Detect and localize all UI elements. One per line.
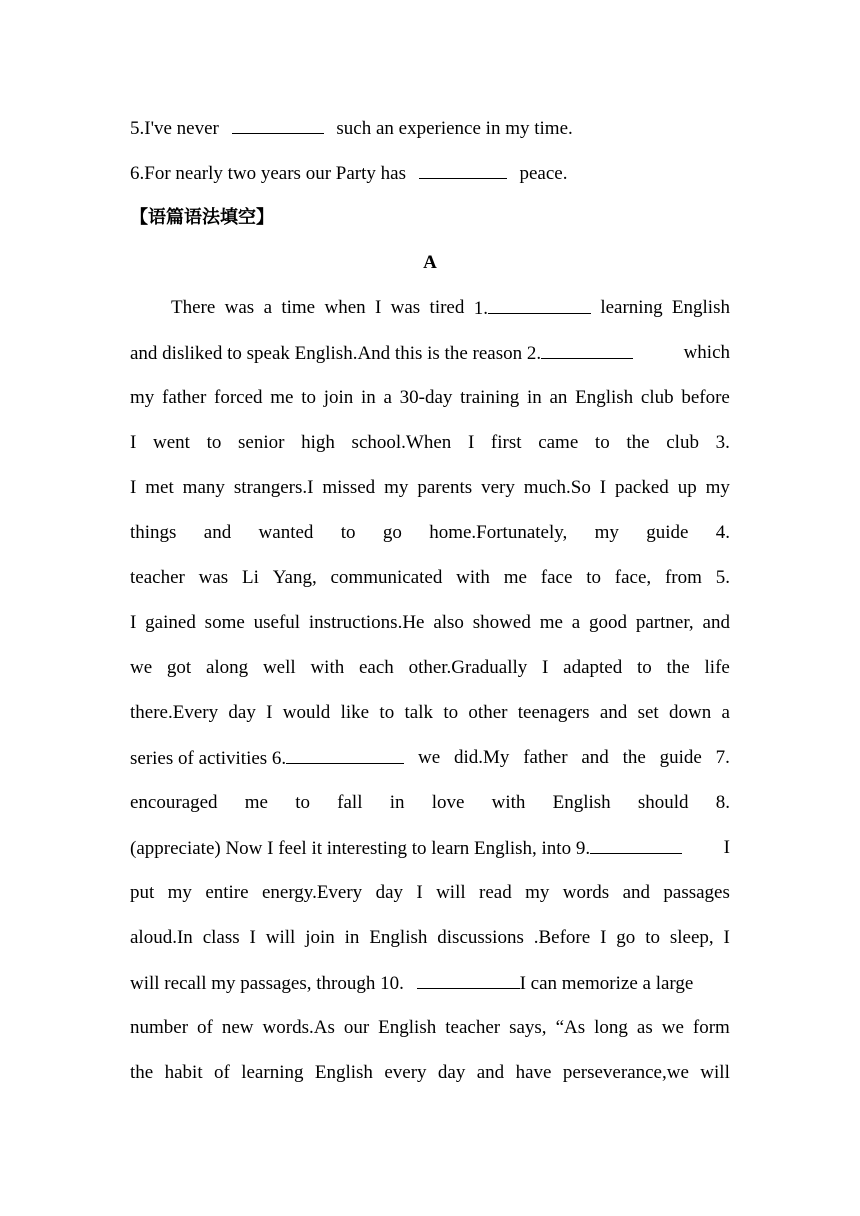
- word: my: [525, 882, 550, 903]
- word: to: [379, 702, 395, 723]
- blank-2[interactable]: [541, 341, 633, 359]
- word: to: [301, 387, 316, 408]
- blank-1-group: [474, 296, 591, 321]
- word: went: [152, 432, 190, 453]
- q5-text-before: 5.I've never: [130, 118, 219, 139]
- word: 30-day: [399, 387, 453, 408]
- word: as: [636, 1017, 653, 1038]
- word: I: [600, 927, 607, 948]
- word: put: [130, 882, 155, 903]
- passage-line: [130, 431, 730, 455]
- word: missed: [322, 477, 376, 498]
- word: like: [340, 702, 370, 723]
- word: my: [167, 882, 192, 903]
- word: English: [552, 792, 611, 813]
- passage-label: A: [423, 252, 437, 273]
- word: to: [636, 657, 652, 678]
- word: I: [374, 297, 382, 318]
- word: before: [681, 387, 730, 408]
- word: English: [369, 927, 428, 948]
- word: .Before: [533, 927, 591, 948]
- word: guide: [659, 747, 702, 768]
- word: in: [526, 387, 542, 408]
- word: up: [677, 477, 697, 498]
- word: I: [266, 702, 273, 723]
- word: day: [437, 1062, 466, 1083]
- word: me: [539, 612, 563, 633]
- word: to: [206, 432, 222, 453]
- word: and: [203, 522, 232, 543]
- word: form: [692, 1017, 730, 1038]
- word: was: [198, 567, 229, 588]
- word: I: [416, 882, 423, 903]
- word: did.My: [453, 747, 510, 768]
- word: we: [661, 1017, 684, 1038]
- passage-line: [130, 386, 730, 410]
- word: the: [130, 1062, 154, 1083]
- word: very: [481, 477, 515, 498]
- passage-line: [130, 881, 730, 905]
- word: teacher: [130, 567, 185, 588]
- word: the: [622, 747, 646, 768]
- word: English: [378, 1017, 437, 1038]
- word: I: [130, 432, 137, 453]
- word: we: [130, 657, 153, 678]
- passage-line: [130, 611, 730, 635]
- word: will: [436, 882, 466, 903]
- word: some: [204, 612, 245, 633]
- word: parents: [417, 477, 473, 498]
- word: an: [549, 387, 568, 408]
- word: me: [503, 567, 527, 588]
- word: series of activities 6.: [130, 748, 287, 769]
- word: which: [683, 342, 730, 363]
- passage-line: [130, 1061, 730, 1085]
- word: of: [197, 1017, 213, 1038]
- word: was: [390, 297, 421, 318]
- section-heading: 【语篇语法填空】: [130, 207, 274, 228]
- word: there.Every: [130, 702, 219, 723]
- word: fall: [337, 792, 363, 813]
- word: my: [384, 477, 409, 498]
- word: learning: [600, 297, 663, 318]
- word: to: [295, 792, 310, 813]
- word: my: [594, 522, 619, 543]
- word: words.As: [262, 1017, 335, 1038]
- word: strangers.I: [233, 477, 314, 498]
- word: class: [202, 927, 240, 948]
- word: go: [616, 927, 636, 948]
- word: tired: [429, 297, 465, 318]
- passage-line: [171, 296, 730, 321]
- word: aloud.In: [130, 927, 193, 948]
- word: in: [361, 387, 376, 408]
- word: partner,: [635, 612, 694, 633]
- q5-blank[interactable]: [232, 116, 324, 134]
- word: will: [700, 1062, 730, 1083]
- word: words: [562, 882, 610, 903]
- word: met: [145, 477, 174, 498]
- word: learning: [241, 1062, 304, 1083]
- word: also: [433, 612, 464, 633]
- word: “As: [555, 1017, 586, 1038]
- word: encouraged: [130, 792, 218, 813]
- word: time: [281, 297, 316, 318]
- word: I: [249, 927, 256, 948]
- word: Li: [242, 567, 259, 588]
- word: go: [382, 522, 402, 543]
- word: face: [540, 567, 573, 588]
- word: 7.: [715, 747, 730, 768]
- q6-text-before: 6.For nearly two years our Party has: [130, 163, 406, 184]
- passage-line: [130, 476, 730, 500]
- word: and: [599, 702, 628, 723]
- word: should: [637, 792, 689, 813]
- word: teenagers: [517, 702, 590, 723]
- word: me: [270, 387, 294, 408]
- word: number: [130, 1017, 189, 1038]
- passage-line: [130, 566, 730, 590]
- word: club: [666, 432, 699, 453]
- word: I: [599, 477, 607, 498]
- word: my: [130, 387, 155, 408]
- word: and: [702, 612, 730, 633]
- word: club: [640, 387, 674, 408]
- word: energy.Every: [261, 882, 363, 903]
- word: much.So: [523, 477, 591, 498]
- passage-line: [130, 656, 730, 680]
- word: 1.: [473, 298, 488, 319]
- word: and: [622, 882, 651, 903]
- word: with: [491, 792, 526, 813]
- word: our: [343, 1017, 370, 1038]
- word: the: [666, 657, 690, 678]
- word: join: [305, 927, 335, 948]
- word: a: [263, 297, 272, 318]
- word: well: [262, 657, 296, 678]
- word: from: [664, 567, 702, 588]
- word: a: [721, 702, 730, 723]
- word: I: [130, 612, 137, 633]
- word: first: [490, 432, 522, 453]
- blank-9[interactable]: [590, 836, 682, 854]
- word: in: [389, 792, 405, 813]
- word: Yang,: [272, 567, 317, 588]
- word: teacher: [445, 1017, 501, 1038]
- word: training: [460, 387, 520, 408]
- word: 5.: [715, 567, 730, 588]
- blank-6-group: [130, 746, 404, 771]
- word: other: [468, 702, 508, 723]
- word: high: [301, 432, 335, 453]
- word: says,: [509, 1017, 547, 1038]
- word: senior: [238, 432, 285, 453]
- word: talk: [404, 702, 434, 723]
- word: packed: [615, 477, 669, 498]
- word: things: [130, 522, 177, 543]
- word: read: [479, 882, 512, 903]
- blank-6[interactable]: [286, 746, 404, 764]
- word: I can memorize a large: [519, 973, 694, 994]
- word: 4.: [715, 522, 730, 543]
- word: good: [589, 612, 628, 633]
- passage-line: [130, 926, 730, 950]
- word: set: [637, 702, 659, 723]
- word: sleep,: [669, 927, 714, 948]
- word: a: [383, 387, 392, 408]
- word: day: [228, 702, 256, 723]
- word: I: [542, 657, 549, 678]
- word: wanted: [258, 522, 314, 543]
- word: with: [456, 567, 490, 588]
- passage-line: [130, 746, 730, 771]
- word: my: [705, 477, 730, 498]
- word: habit: [164, 1062, 203, 1083]
- word: English: [671, 297, 730, 318]
- word: discussions: [437, 927, 524, 948]
- word: join: [323, 387, 354, 408]
- word: There: [171, 297, 216, 318]
- word: have: [515, 1062, 552, 1083]
- word: love: [431, 792, 465, 813]
- word: I: [723, 927, 730, 948]
- passage-line: [130, 1016, 730, 1040]
- word: when: [324, 297, 366, 318]
- word: each: [358, 657, 394, 678]
- word: to: [594, 432, 610, 453]
- q5-text-after: such an experience in my time.: [336, 118, 573, 139]
- word: many: [182, 477, 225, 498]
- word: came: [538, 432, 579, 453]
- word: would: [282, 702, 331, 723]
- word: other.Gradually: [408, 657, 528, 678]
- q6-blank[interactable]: [419, 161, 507, 179]
- word: to: [645, 927, 660, 948]
- word: got: [166, 657, 192, 678]
- word: forced: [214, 387, 263, 408]
- word: a: [571, 612, 581, 633]
- blank-10[interactable]: [417, 971, 520, 989]
- word: I: [130, 477, 137, 498]
- word: the: [626, 432, 650, 453]
- word: face,: [614, 567, 652, 588]
- word: I: [467, 432, 475, 453]
- word: will: [265, 927, 296, 948]
- passage-line: [130, 701, 730, 725]
- word: to: [586, 567, 601, 588]
- word: was: [224, 297, 255, 318]
- word: school.When: [351, 432, 452, 453]
- word: with: [310, 657, 345, 678]
- passage-line: [130, 341, 730, 366]
- blank-1[interactable]: [488, 296, 591, 314]
- word: and: [581, 747, 609, 768]
- word: English: [314, 1062, 373, 1083]
- word: to: [340, 522, 356, 543]
- word: perseverance,we: [562, 1062, 689, 1083]
- word: adapted: [563, 657, 623, 678]
- word: day: [375, 882, 403, 903]
- word: instructions.He: [308, 612, 425, 633]
- word: and: [476, 1062, 505, 1083]
- word: gained: [145, 612, 196, 633]
- blank-2-group: [130, 341, 633, 366]
- question-6: [130, 161, 730, 186]
- passage-line: [130, 521, 730, 545]
- word: 3.: [715, 432, 730, 453]
- word: (appreciate) Now I feel it interesting to learn English, into 9.: [130, 838, 591, 859]
- question-5: [130, 116, 730, 141]
- word: of: [214, 1062, 230, 1083]
- passage-line: [130, 971, 730, 996]
- word: communicated: [330, 567, 443, 588]
- word: home.Fortunately,: [429, 522, 568, 543]
- blank-9-group: [130, 836, 682, 861]
- word: in: [344, 927, 360, 948]
- word: long: [594, 1017, 628, 1038]
- word: will recall my passages, through 10.: [130, 973, 404, 994]
- word: guide: [646, 522, 689, 543]
- word: we: [418, 747, 441, 768]
- word: down: [669, 702, 712, 723]
- word: to: [443, 702, 459, 723]
- passage-line: [130, 791, 730, 815]
- q6-text-after: peace.: [519, 163, 568, 184]
- word: and disliked to speak English.And this is the reason 2.: [130, 343, 542, 364]
- word: along: [205, 657, 249, 678]
- word: English: [575, 387, 634, 408]
- word: new: [221, 1017, 254, 1038]
- word: entire: [205, 882, 249, 903]
- word: father: [162, 387, 207, 408]
- word: passages: [663, 882, 730, 903]
- word: useful: [253, 612, 301, 633]
- word: 8.: [715, 792, 730, 813]
- word: showed: [472, 612, 531, 633]
- word: life: [704, 657, 730, 678]
- passage-line: [130, 836, 730, 861]
- word: me: [244, 792, 268, 813]
- word: I: [723, 837, 730, 858]
- word: father: [523, 747, 568, 768]
- word: every: [384, 1062, 427, 1083]
